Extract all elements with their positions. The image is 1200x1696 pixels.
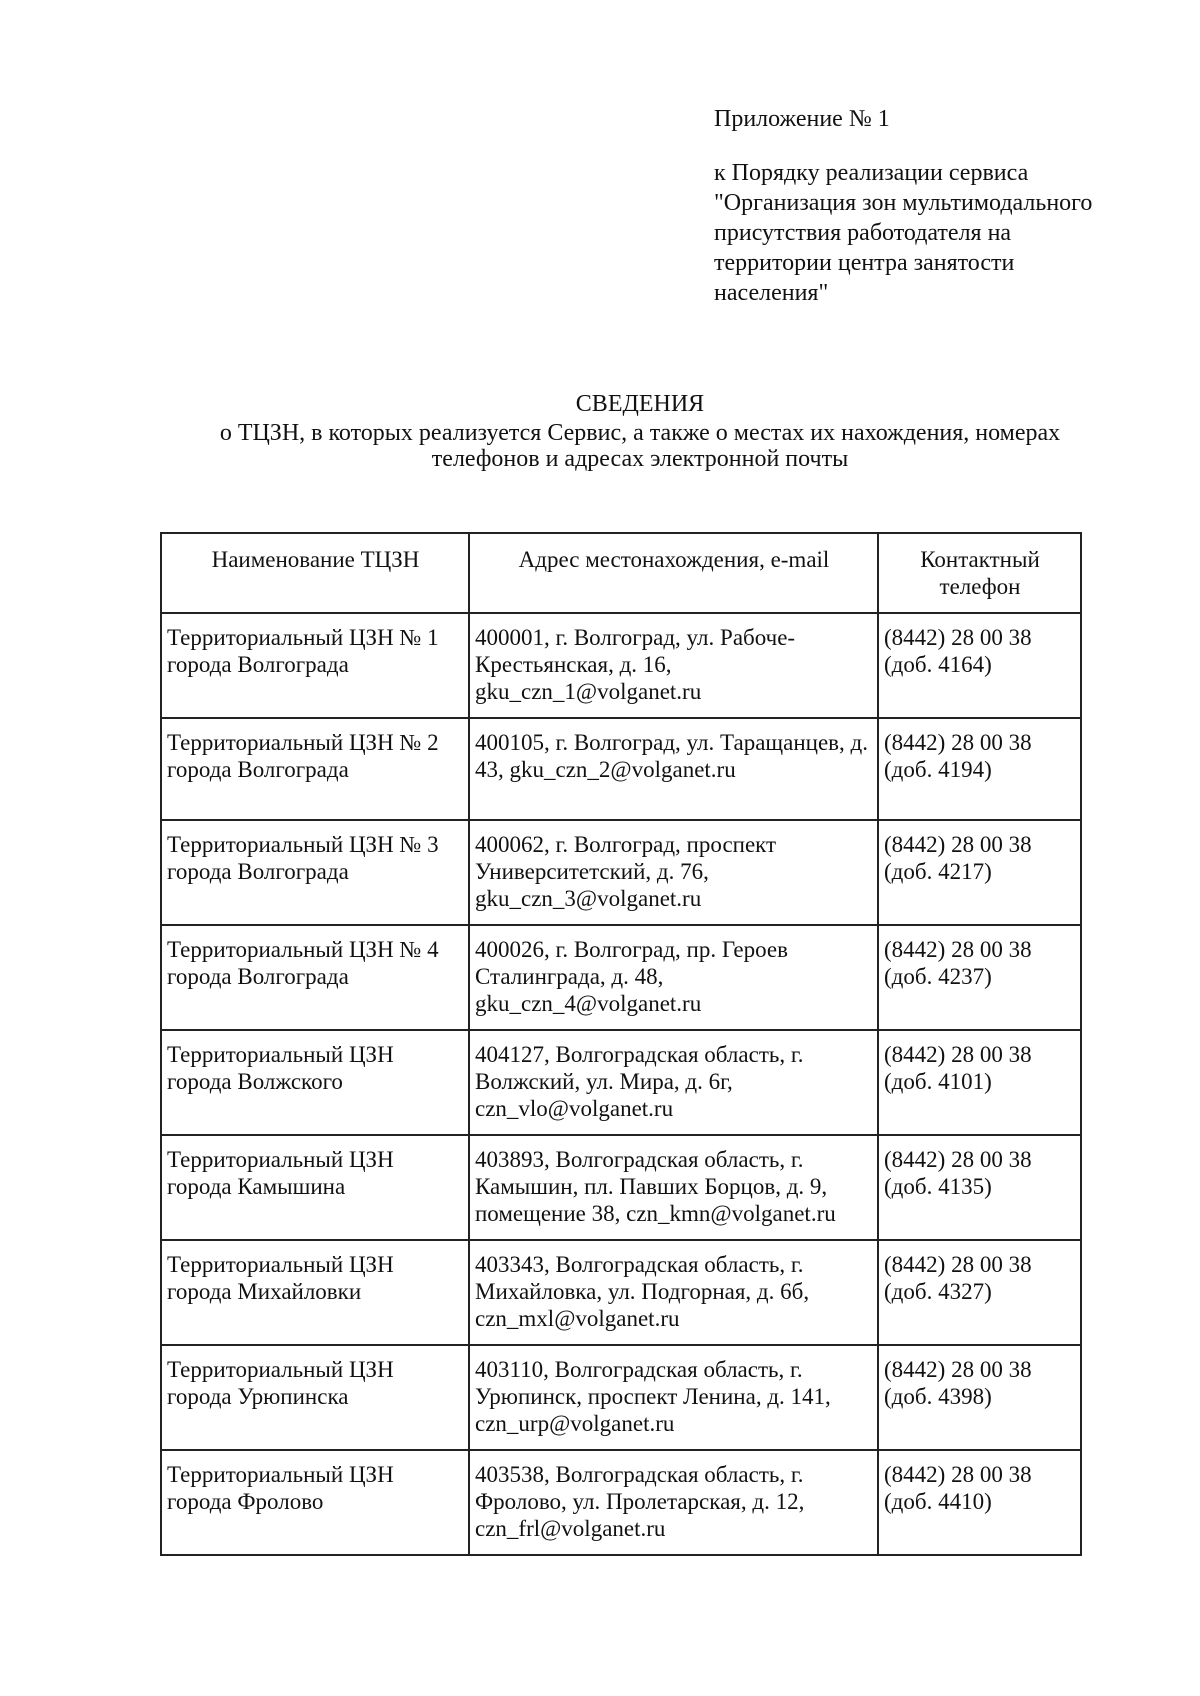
center-phone: (8442) 28 00 38 [884,1147,1032,1172]
center-phone-cell [878,1240,1081,1345]
center-address: 404127, Волгоградская область, г. Волжский, ул. Мира, д. 6г, czn_vlo@volganet.ru [469,1030,878,1135]
table-row [161,820,1081,925]
center-phone-ext: (доб. 4410) [884,1489,992,1514]
center-phone: (8442) 28 00 38 [884,937,1032,962]
table-row [161,1240,1081,1345]
center-phone-cell [878,820,1081,925]
appendix-block [714,104,1134,308]
table-row [161,718,1081,820]
centers-table-wrap [160,532,1080,1556]
center-name: Территориальный ЦЗН города Камышина [161,1135,469,1240]
center-phone-ext: (доб. 4164) [884,652,992,677]
document-heading [150,390,1130,472]
center-name: Территориальный ЦЗН № 1 города Волгограда [161,613,469,718]
center-phone: (8442) 28 00 38 [884,1462,1032,1487]
table-header-row [161,533,1081,613]
header-address: Адрес местонахождения, e-mail [469,533,878,613]
center-address: 403343, Волгоградская область, г. Михайловка, ул. Подгорная, д. 6б, czn_mxl@volganet.ru [469,1240,878,1345]
center-phone-ext: (доб. 4237) [884,964,992,989]
center-address: 403893, Волгоградская область, г. Камышин, пл. Павших Борцов, д. 9, помещение 38, czn_kmn@volganet.ru [469,1135,878,1240]
center-phone: (8442) 28 00 38 [884,1042,1032,1067]
center-name: Территориальный ЦЗН № 3 города Волгограда [161,820,469,925]
center-phone: (8442) 28 00 38 [884,1252,1032,1277]
center-name: Территориальный ЦЗН города Фролово [161,1450,469,1555]
center-address: 400026, г. Волгоград, пр. Героев Сталинграда, д. 48, gku_czn_4@volganet.ru [469,925,878,1030]
table-row [161,1030,1081,1135]
center-phone: (8442) 28 00 38 [884,625,1032,650]
center-address: 403538, Волгоградская область, г. Фролово, ул. Пролетарская, д. 12, czn_frl@volganet.ru [469,1450,878,1555]
center-phone: (8442) 28 00 38 [884,1357,1032,1382]
center-name: Территориальный ЦЗН № 2 города Волгограда [161,718,469,820]
center-phone-ext: (доб. 4398) [884,1384,992,1409]
center-phone: (8442) 28 00 38 [884,832,1032,857]
header-phone: Контактный телефон [878,533,1081,613]
center-address: 400105, г. Волгоград, ул. Таращанцев, д. 43, gku_czn_2@volganet.ru [469,718,878,820]
table-row [161,613,1081,718]
center-phone-cell [878,925,1081,1030]
table-row [161,925,1081,1030]
center-phone-ext: (доб. 4217) [884,859,992,884]
table-row [161,1450,1081,1555]
document-subtitle: о ТЦЗН, в которых реализуется Сервис, а также о местах их нахождения, номерах телефонов и адресах электронной почты [219,420,1061,472]
center-phone-cell [878,1135,1081,1240]
center-phone-cell [878,613,1081,718]
center-phone-cell [878,1450,1081,1555]
center-address: 403110, Волгоградская область, г. Урюпинск, проспект Ленина, д. 141, czn_urp@volganet.ru [469,1345,878,1450]
center-phone-ext: (доб. 4194) [884,757,992,782]
center-phone-ext: (доб. 4327) [884,1279,992,1304]
center-phone: (8442) 28 00 38 [884,730,1032,755]
table-row [161,1345,1081,1450]
center-name: Территориальный ЦЗН города Михайловки [161,1240,469,1345]
centers-table [160,532,1082,1556]
center-phone-ext: (доб. 4135) [884,1174,992,1199]
table-row [161,1135,1081,1240]
center-phone-cell [878,718,1081,820]
center-name: Территориальный ЦЗН города Волжского [161,1030,469,1135]
center-phone-cell [878,1030,1081,1135]
document-title: СВЕДЕНИЯ [575,391,705,417]
header-name: Наименование ТЦЗН [161,533,469,613]
appendix-reference: к Порядку реализации сервиса "Организация зон мультимодального присутствия работодателя на территории центра занятости населения" [714,160,1093,306]
center-name: Территориальный ЦЗН № 4 города Волгограда [161,925,469,1030]
center-phone-cell [878,1345,1081,1450]
appendix-title: Приложение № 1 [714,106,890,132]
center-address: 400062, г. Волгоград, проспект Университетский, д. 76, gku_czn_3@volganet.ru [469,820,878,925]
center-address: 400001, г. Волгоград, ул. Рабоче-Крестьянская, д. 16, gku_czn_1@volganet.ru [469,613,878,718]
center-name: Территориальный ЦЗН города Урюпинска [161,1345,469,1450]
center-phone-ext: (доб. 4101) [884,1069,992,1094]
